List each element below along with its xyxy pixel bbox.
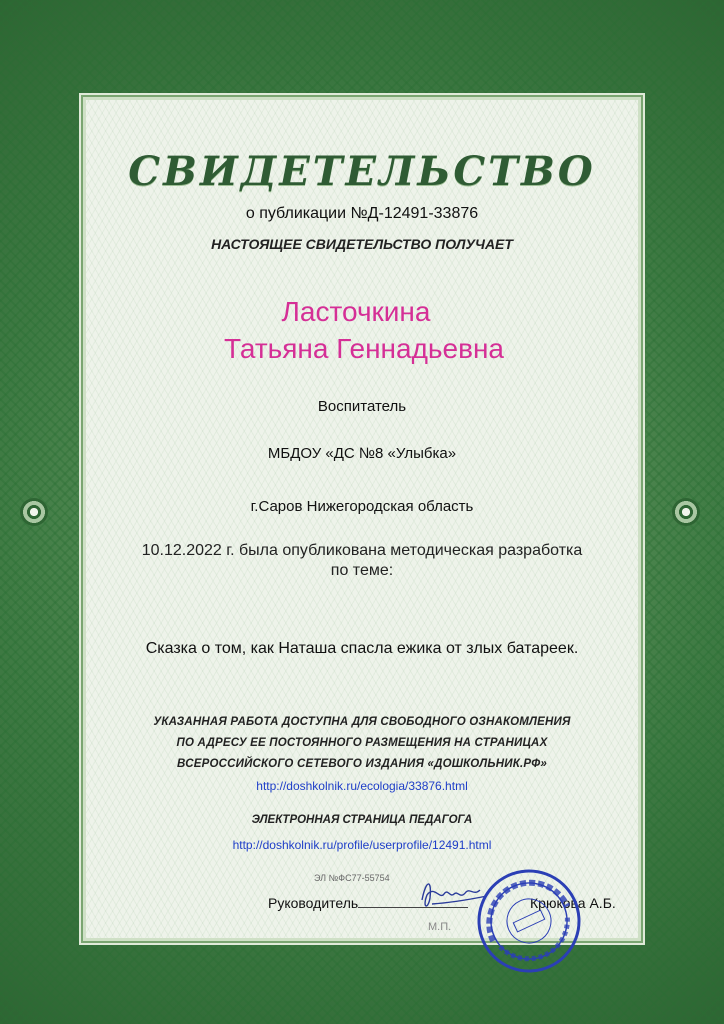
publication-number: о публикации №Д-12491-33876	[245, 205, 479, 222]
publication-topic: Сказка о том, как Наташа спасла ежика от злых батареек.	[145, 640, 579, 657]
head-label: Руководитель	[268, 895, 359, 911]
recipient-position: Воспитатель	[317, 398, 407, 415]
teacher-page-link[interactable]: http://doshkolnik.ru/profile/userprofile/12491.html	[232, 838, 492, 852]
work-url-link[interactable]: http://doshkolnik.ru/ecologia/33876.html	[256, 779, 468, 793]
certificate-inner-panel	[86, 100, 638, 938]
publication-statement-line1: 10.12.2022 г. была опубликована методическая разработка	[141, 542, 583, 559]
publication-statement	[0, 541, 724, 581]
availability-line: УКАЗАННАЯ РАБОТА ДОСТУПНА ДЛЯ СВОБОДНОГО ОЗНАКОМЛЕНИЯ	[153, 716, 571, 728]
head-name: Крюкова А.Б.	[530, 895, 616, 911]
receives-heading: НАСТОЯЩЕЕ СВИДЕТЕЛЬСТВО ПОЛУЧАЕТ	[211, 236, 513, 252]
publisher-stamp	[474, 866, 584, 976]
publication-statement-line2: по теме:	[330, 562, 394, 579]
seal-label: М.П.	[428, 921, 452, 933]
recipient-organization: МБДОУ «ДС №8 «Улыбка»	[267, 445, 457, 462]
availability-line: ПО АДРЕСУ ЕЕ ПОСТОЯННОГО РАЗМЕЩЕНИЯ НА СТРАНИЦАХ	[176, 737, 548, 749]
recipient-location: г.Саров Нижегородская область	[250, 498, 474, 515]
availability-notice	[0, 712, 724, 775]
recipient-given-names: Татьяна Геннадьевна	[224, 333, 504, 364]
teacher-page-label: ЭЛЕКТРОННАЯ СТРАНИЦА ПЕДАГОГА	[251, 814, 473, 826]
availability-line: ВСЕРОССИЙСКОГО СЕТЕВОГО ИЗДАНИЯ «ДОШКОЛЬНИК.РФ»	[176, 758, 548, 770]
registration-number: ЭЛ №ФС77-55754	[314, 873, 390, 883]
recipient-surname: Ласточкина	[281, 296, 431, 327]
certificate-title: СВИДЕТЕЛЬСТВО	[128, 148, 596, 195]
